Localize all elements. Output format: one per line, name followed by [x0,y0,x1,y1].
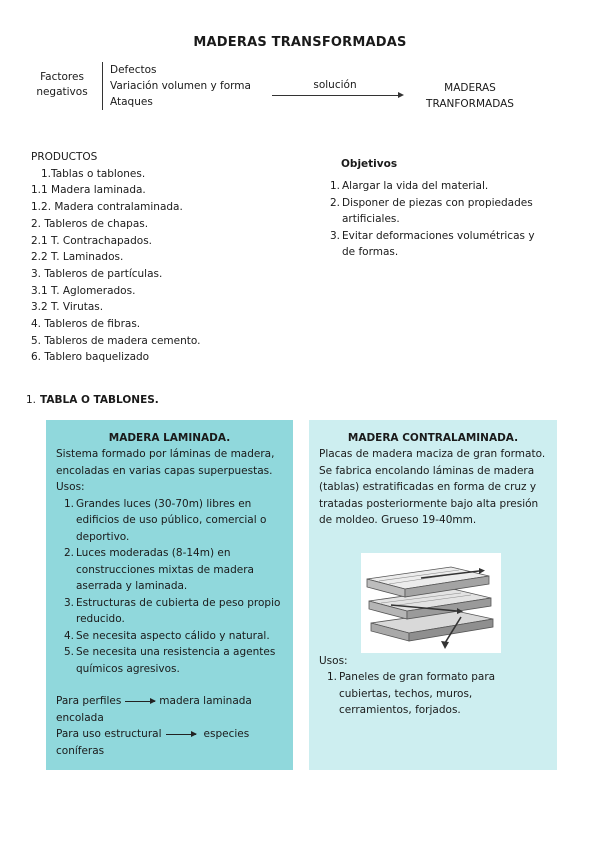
contralaminada-usos-list [327,669,547,719]
productos-list [31,149,200,366]
page-title: MADERAS TRANSFORMADAS [193,35,407,50]
producto-item: 1.2. Madera contralaminada. [31,201,183,214]
producto-item: 1.Tablas o tablones. [41,167,146,180]
producto-item: 5. Tableros de madera cemento. [31,334,201,347]
objetivos-title: Objetivos [341,158,398,170]
factores-bracket [102,62,103,110]
section-heading: 1. TABLA O TABLONES. [26,394,159,406]
flow-estructural: Para uso estructural especies coníferas [56,728,250,757]
objetivo-item: 1. Alargar la vida del material. [330,180,489,192]
producto-item: 2.1 T. Contrachapados. [31,234,153,247]
factores-list [110,62,251,110]
uso-item: 5. Se necesita una resistencia a agentes químicos agresivos. [64,646,276,675]
producto-item: 2.2 T. Laminados. [31,251,124,264]
contralaminada-desc1: Placas de madera maciza de gran formato. [319,448,546,460]
uso-item: 1. Paneles de gran formato para cubiertas, techos, muros, cerramientos, forjados. [327,671,496,716]
factor-item: Variación volumen y forma [110,80,251,92]
flow-perfiles: Para perfiles madera laminada encolada [56,695,252,724]
result-label: MADERAS TRANFORMADAS [426,82,514,110]
arrow-right-icon [125,701,155,702]
producto-item: 1.1 Madera laminada. [31,184,146,197]
uso-item: 3. Estructuras de cubierta de peso propio reducido. [64,596,281,625]
contralaminada-desc2: Se fabrica encolando láminas de madera (tablas) estratificadas en forma de cruz y tratadas posteriormente bajo alta presión de moldeo. Grueso 19-40mm. [319,464,539,526]
laminada-usos-label: Usos: [56,481,85,493]
producto-item: 3.2 T. Virutas. [31,301,104,314]
solucion-label: solución [313,79,357,91]
clt-layers-icon [361,553,501,653]
productos-title: PRODUCTOS [31,151,98,163]
arrow-head-icon [398,92,404,98]
factor-item: Defectos [110,64,157,76]
producto-item: 3. Tableros de partículas. [31,267,163,280]
producto-item: 6. Tablero baquelizado [31,351,150,364]
madera-laminada-panel [46,420,293,770]
factores-label: Factores negativos [36,71,88,98]
uso-item: 2. Luces moderadas (8-14m) en construcciones mixtas de madera aserrada y laminada. [64,547,254,592]
laminada-desc: Sistema formado por láminas de madera, encoladas en varias capas superpuestas. [56,448,275,477]
producto-item: 3.1 T. Aglomerados. [31,284,136,297]
contralaminada-title: MADERA CONTRALAMINADA. [347,432,519,444]
objetivos-list [330,178,545,261]
laminada-title: MADERA LAMINADA. [108,432,231,444]
clt-illustration [361,553,501,653]
objetivo-item: 3. Evitar deformaciones volumétricas y de formas. [330,229,535,258]
contralaminada-usos-label: Usos: [319,654,348,667]
solucion-arrow [272,95,400,96]
laminada-usos-list [64,496,283,678]
producto-item: 4. Tableros de fibras. [31,318,141,331]
factor-item: Ataques [110,96,153,108]
producto-item: 2. Tableros de chapas. [31,217,149,230]
uso-item: 4. Se necesita aspecto cálido y natural. [64,629,270,642]
uso-item: 1. Grandes luces (30-70m) libres en edificios de uso público, comercial o deportivo. [64,497,267,543]
objetivo-item: 2. Disponer de piezas con propiedades artificiales. [330,196,533,225]
arrow-right-icon [166,734,196,735]
